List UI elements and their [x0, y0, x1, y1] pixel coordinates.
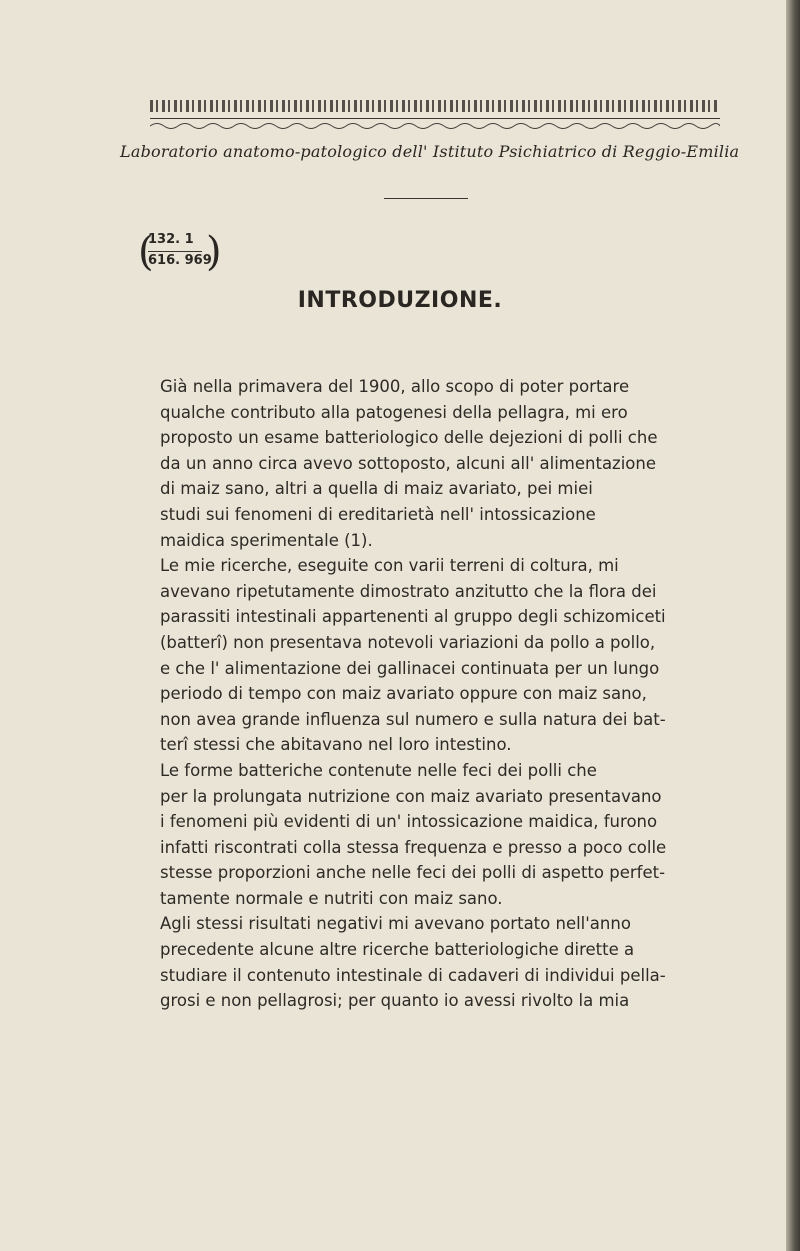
- text-line: Già nella primavera del 1900, allo scopo di poter portare: [160, 377, 630, 396]
- text-line: non avea grande influenza sul numero e sulla natura dei bat-: [160, 709, 666, 729]
- running-header: Laboratorio anatomo-patologico dell' Istituto Psichiatrico di Reggio-Emilia: [120, 142, 740, 161]
- shelfmark-divider: [148, 251, 202, 252]
- shelfmark-bottom: 616. 969: [148, 253, 212, 268]
- text-line: da un anno circa avevo sottoposto, alcuni all' alimentazione: [160, 453, 656, 473]
- chapter-title: INTRODUZIONE.: [297, 288, 503, 313]
- text-line: proposto un esame batteriologico delle dejezioni di polli che: [160, 428, 658, 448]
- text-line: maidica sperimentale (1).: [160, 530, 373, 550]
- right-brace: ): [206, 229, 222, 275]
- paragraph-1: [139, 374, 749, 553]
- text-line: studiare il contenuto intestinale di cadaveri di individui pella-: [160, 965, 666, 985]
- text-line: i fenomeni più evidenti di un' intossicazione maidica, furono: [160, 812, 658, 832]
- text-line: terî stessi che abitavano nel loro intestino.: [160, 735, 512, 755]
- text-line: stesse proporzioni anche nelle feci dei polli di aspetto perfet-: [160, 863, 666, 883]
- header-rule: [150, 118, 720, 119]
- text-line: Le mie ricerche, eseguite con varii terreni di coltura, mi: [160, 556, 619, 576]
- left-brace: (: [138, 229, 154, 275]
- decorative-border: [150, 100, 720, 112]
- shelfmark: [138, 230, 220, 276]
- body-text: [139, 374, 749, 1014]
- paragraph-4: [139, 911, 749, 1013]
- text-line: Agli stessi risultati negativi mi avevano portato nell'anno: [160, 914, 631, 934]
- decorative-wave-rule: [150, 121, 720, 131]
- text-line: infatti riscontrati colla stessa frequenza e presso a poco colle: [160, 837, 667, 857]
- text-line: avevano ripetutamente dimostrato anzitutto che la flora dei: [160, 581, 657, 601]
- text-line: (batterî) non presentava notevoli variazioni da pollo a pollo,: [160, 632, 656, 652]
- paragraph-2: [139, 553, 749, 758]
- page-edge-shadow: [786, 0, 800, 1251]
- title-rule: [384, 198, 468, 199]
- text-line: grosi e non pellagrosi; per quanto io avessi rivolto la mia: [160, 991, 630, 1011]
- text-line: qualche contributo alla patogenesi della pellagra, mi ero: [160, 402, 628, 422]
- text-line: per la prolungata nutrizione con maiz avariato presentavano: [160, 786, 662, 806]
- text-line: parassiti intestinali appartenenti al gruppo degli schizomiceti: [160, 607, 666, 627]
- text-line: e che l' alimentazione dei gallinacei continuata per un lungo: [160, 658, 660, 678]
- text-line: Le forme batteriche contenute nelle feci dei polli che: [160, 760, 597, 780]
- text-line: periodo di tempo con maiz avariato oppure con maiz sano,: [160, 684, 647, 704]
- text-line: studi sui fenomeni di ereditarietà nell' intossicazione: [160, 504, 596, 524]
- shelfmark-top: 132. 1: [148, 232, 194, 247]
- paragraph-3: [139, 758, 749, 912]
- text-line: precedente alcune altre ricerche batteriologiche dirette a: [160, 940, 635, 960]
- text-line: di maiz sano, altri a quella di maiz avariato, pei miei: [160, 479, 593, 499]
- text-line: tamente normale e nutriti con maiz sano.: [160, 888, 503, 908]
